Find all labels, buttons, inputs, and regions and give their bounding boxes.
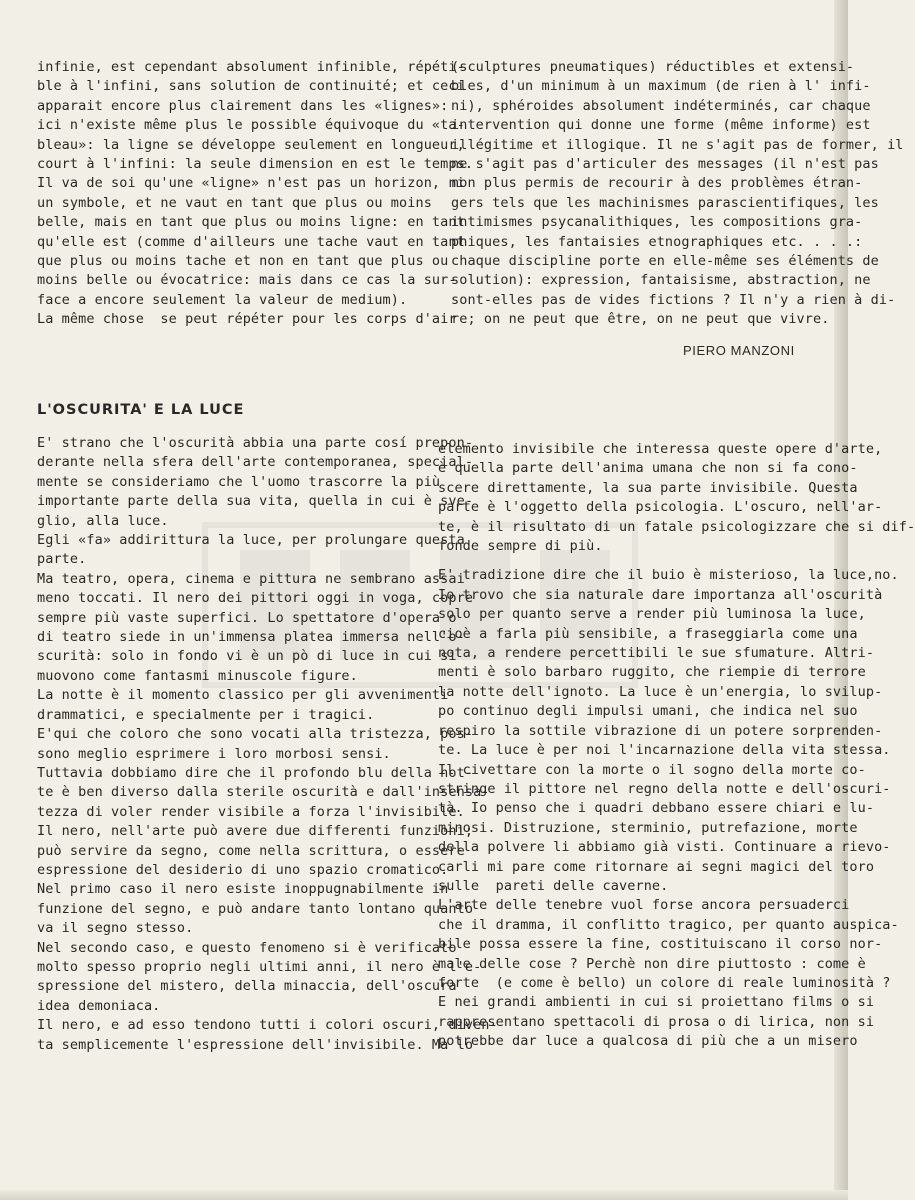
text-line: menti è solo barbaro ruggito, che riempie di terrore (438, 664, 866, 681)
text-line: mente se consideriamo che l'uomo trascorre la più (37, 473, 441, 490)
text-line: che il dramma, il conflitto tragico, per quanto auspica- (438, 916, 899, 933)
text-line: idea demoniaca. (37, 997, 161, 1014)
text-line: molto spesso proprio negli ultimi anni, il nero è l'e- (37, 958, 482, 975)
text-line: parte. (37, 551, 87, 568)
text-line: illégitime et illogique. Il ne s'agit pas de former, il (451, 136, 904, 153)
text-line: minosi. Distruzione, sterminio, putrefazione, morte (438, 819, 858, 836)
text-line: glio, alla luce. (37, 512, 169, 529)
text-line: solo per quanto serve a render più luminosa la luce, (438, 606, 866, 623)
bottom-left-column (37, 434, 498, 1055)
top-left-column (37, 58, 473, 330)
text-line: potrebbe dar luce a qualcosa di più che a un misero (438, 1033, 858, 1050)
text-line: L'arte delle tenebre vuol forse ancora persuaderci (438, 897, 850, 914)
text-line: sono meglio esprimere i loro morbosi sensi. (37, 745, 391, 762)
text-line: ta semplicemente l'espressione dell'invisibile. Ma lo (37, 1036, 474, 1053)
text-line: bleau»: la ligne se développe seulement en longueur, (37, 136, 465, 153)
text-line: ici n'existe même plus le possible équivoque du «ta- (37, 117, 465, 134)
text-line: (sculptures pneumatiques) réductibles et extensi- (451, 59, 855, 75)
text-line: Egli «fa» addirittura la luce, per prolungare questa (37, 532, 465, 549)
text-line: belle, mais en tant que plus ou moins ligne: en tant (37, 214, 465, 231)
text-line: face a encore seulement la valeur de medium). (37, 291, 408, 308)
text-line: funzione del segno, e può andare tanto lontano quanto (37, 900, 474, 917)
text-line: E'qui che coloro che sono vocati alla tristezza, pos- (37, 726, 474, 743)
text-line: qu'elle est (comme d'ailleurs une tache vaut en tant (37, 233, 465, 250)
text-line: ble à l'infini, sans solution de continuité; et ceci (37, 78, 465, 95)
text-line: della polvere li abbiamo già visti. Continuare a rievo- (438, 839, 891, 856)
page-edge-bottom (0, 1190, 848, 1200)
text-line: è quella parte dell'anima umana che non si fa cono- (438, 460, 858, 477)
text-line: fonde sempre di più. (438, 538, 603, 555)
text-line: infinie, est cependant absolument infinible, répéti- (37, 59, 465, 75)
text-line: E' tradizione dire che il buio è misterioso, la luce,no. (438, 567, 899, 584)
text-line: non plus permis de recourir à des problèmes étran- (451, 175, 863, 192)
text-line: nota, a rendere percettibili le sue sfumature. Altri- (438, 645, 875, 662)
text-line: respiro la sottile vibrazione di un potere sorprenden- (438, 722, 883, 739)
text-line: gers tels que les machinismes parascientifiques, les (451, 194, 879, 211)
text-line: tà. Io penso che i quadri debbano essere chiari e lu- (438, 800, 875, 817)
text-line: E nei grandi ambienti in cui si proiettano films o si (438, 994, 875, 1011)
text-line: phiques, les fantaisies etnographiques etc. . . .: (451, 233, 863, 250)
text-line: La même chose se peut répéter pour les corps d'air (37, 311, 457, 328)
section-title: L'OSCURITA' E LA LUCE (37, 402, 245, 418)
text-line: meno toccati. Il nero dei pittori oggi in voga, copre (37, 590, 474, 607)
text-line: bile possa essere la fine, costituiscano il corso nor- (438, 936, 883, 953)
text-line: parte è l'oggetto della psicologia. L'oscuro, nell'ar- (438, 499, 883, 516)
text-line: importante parte della sua vita, quella in cui è sve- (37, 493, 474, 510)
text-line: muovono come fantasmi minuscole figure. (37, 667, 358, 684)
text-line: scurità: solo in fondo vi è un pò di luce in cui si (37, 648, 457, 665)
text-line: va il segno stesso. (37, 920, 194, 937)
text-line: Il nero, e ad esso tendono tutti i colori oscuri, diven- (37, 1017, 498, 1034)
text-line: Nel secondo caso, e questo fenomeno si è verificato (37, 939, 457, 956)
text-line: ne s'agit pas d'articuler des messages (il n'est pas (451, 156, 879, 173)
text-line: Nel primo caso il nero esiste inoppugnabilmente in (37, 881, 449, 898)
text-line: apparait encore plus clairement dans les «lignes»: (37, 97, 449, 114)
text-line: stringe il pittore nel regno della notte e dell'oscuri- (438, 780, 891, 797)
text-line: solution): expression, fantaisisme, abstraction, ne (451, 272, 871, 289)
text-line: spressione del mistero, della minaccia, dell'oscura (37, 978, 457, 995)
text-line: scere direttamente, la sua parte invisibile. Questa (438, 479, 858, 496)
text-line: Ma teatro, opera, cinema e pittura ne sembrano assai (37, 570, 465, 587)
bottom-right-column (438, 440, 915, 1052)
author-signature: PIERO MANZONI (683, 343, 795, 358)
text-line: Tuttavia dobbiamo dire che il profondo blu della not- (37, 764, 474, 781)
text-line: male delle cose ? Perchè non dire piuttosto : come è (438, 955, 866, 972)
text-line: carli mi pare come ritornare ai segni magici del toro (438, 858, 875, 875)
text-line: drammatici, e specialmente per i tragici. (37, 706, 375, 723)
text-line: derante nella sfera dell'arte contemporanea, special- (37, 454, 474, 471)
text-line: E' strano che l'oscurità abbia una parte cosí prepon- (37, 435, 474, 451)
text-line: può servire da segno, come nella scrittura, o essere (37, 842, 465, 859)
text-line: rappresentano spettacoli di prosa o di lirica, non si (438, 1013, 875, 1030)
text-line: bles, d'un minimum à un maximum (de rien à l' infi- (451, 78, 871, 95)
text-line: sont-elles pas de vides fictions ? Il n'y a rien à di- (451, 291, 896, 308)
text-line: la notte dell'ignoto. La luce è un'energia, lo svilup- (438, 683, 883, 700)
text-line: tezza di voler render visibile a forza l'invisibile. (37, 803, 465, 820)
text-line: que plus ou moins tache et non en tant que plus ou (37, 253, 449, 270)
paragraph-gap (438, 556, 915, 566)
text-line: re; on ne peut que être, on ne peut que vivre. (451, 311, 830, 328)
text-line: sulle pareti delle caverne. (438, 877, 669, 894)
text-line: Il civettare con la morte o il sogno della morte co- (438, 761, 866, 778)
text-line: te è ben diverso dalla sterile oscurità e dall'insensa- (37, 784, 490, 801)
text-line: Il nero, nell'arte può avere due differenti funzioni; (37, 823, 474, 840)
text-line: espressione del desiderio di uno spazio cromatico. (37, 861, 449, 878)
text-line: court à l'infini: la seule dimension en est le temps. (37, 156, 474, 173)
text-line: Il va de soi qu'une «ligne» n'est pas un horizon, ni (37, 175, 465, 192)
text-line: elemento invisibile che interessa queste opere d'arte, (438, 441, 883, 457)
text-line: Io trovo che sia naturale dare importanza all'oscurità (438, 586, 883, 603)
text-line: cioè a farla più sensibile, a fraseggiarla come una (438, 625, 858, 642)
text-line: te. La luce è per noi l'incarnazione della vita stessa. (438, 742, 891, 759)
text-line: sempre più vaste superfici. Lo spettatore d'opera o (37, 609, 457, 626)
text-line: intimismes psycanalithiques, les compositions gra- (451, 214, 863, 231)
text-line: intervention qui donne une forme (même informe) est (451, 117, 871, 134)
top-right-column (451, 58, 904, 330)
text-line: te, è il risultato di un fatale psicologizzare che si dif- (438, 518, 915, 535)
text-line: forte (e come è bello) un colore di reale luminosità ? (438, 974, 891, 991)
text-line: La notte è il momento classico per gli avvenimenti (37, 687, 449, 704)
text-line: chaque discipline porte en elle-même ses éléments de (451, 253, 879, 270)
text-line: di teatro siede in un'immensa platea immersa nell'o- (37, 629, 465, 646)
text-line: ni), sphéroides absolument indéterminés, car chaque (451, 97, 871, 114)
text-line: un symbole, et ne vaut en tant que plus ou moins (37, 194, 432, 211)
text-line: moins belle ou évocatrice: mais dans ce cas la sur- (37, 272, 457, 289)
text-line: po continuo degli impulsi umani, che indica nel suo (438, 703, 858, 720)
